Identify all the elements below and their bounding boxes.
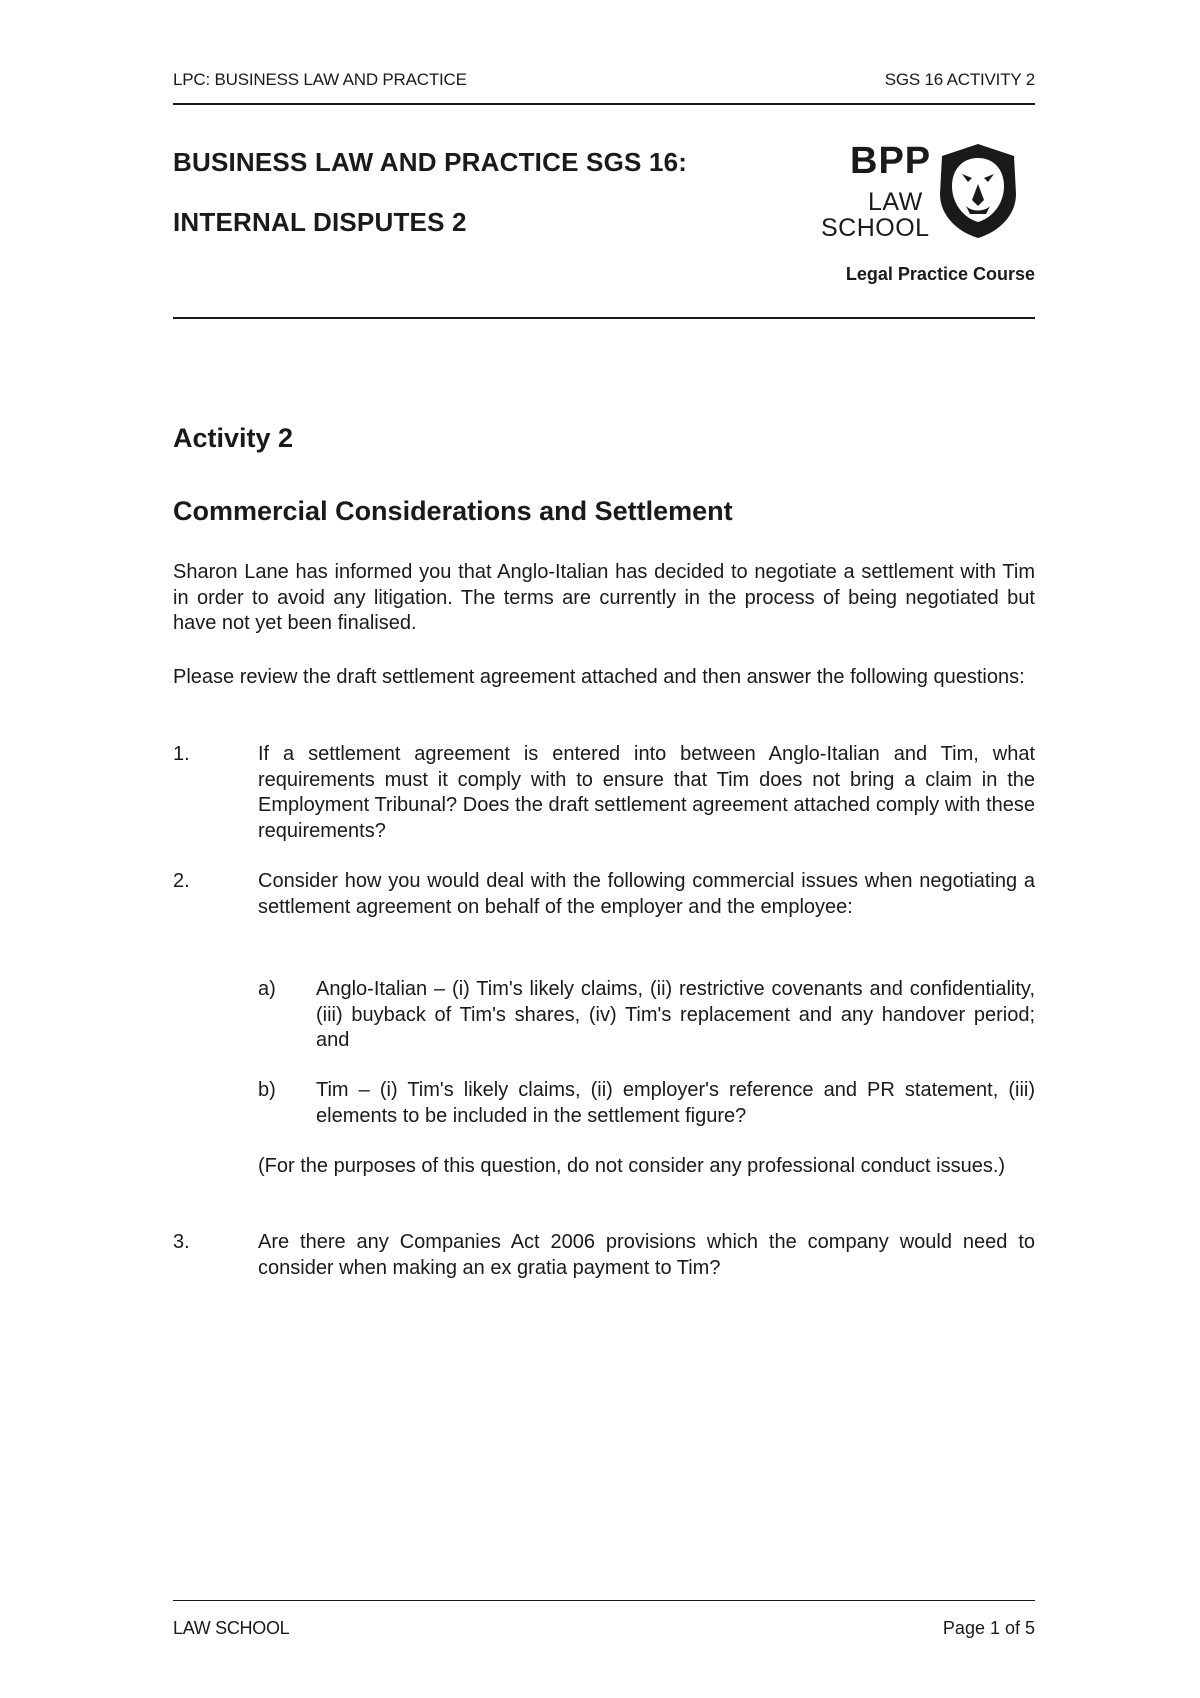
header-course-title: LPC: BUSINESS LAW AND PRACTICE (173, 70, 467, 89)
document-title: BUSINESS LAW AND PRACTICE SGS 16: (173, 147, 688, 177)
question-text: Consider how you would deal with the following commercial issues when negotiating a settlement agreement on behalf of the employer and the employee: (258, 870, 1035, 918)
page-number: Page 1 of 5 (942, 1618, 1035, 1638)
sub-question-label: b) (258, 1079, 276, 1101)
document-subtitle: INTERNAL DISPUTES 2 (173, 207, 467, 237)
footer-label: LAW SCHOOL (173, 1618, 290, 1638)
activity-heading: Activity 2 (173, 423, 294, 453)
question-text: Are there any Companies Act 2006 provisions which the company would need to consider when making an ex gratia payment to Tim? (258, 1231, 1035, 1279)
sub-question-text: Tim – (i) Tim's likely claims, (ii) employer's reference and PR statement, (iii) elements to be included in the settlement figure? (316, 1079, 1035, 1127)
footer-divider (173, 1600, 1035, 1601)
course-label: Legal Practice Course (845, 264, 1035, 284)
question-note: (For the purposes of this question, do not consider any professional conduct issues.) (258, 1155, 1006, 1177)
header-activity-ref: SGS 16 ACTIVITY 2 (884, 70, 1035, 89)
lion-head-icon (936, 142, 1020, 240)
title-divider (173, 317, 1035, 319)
question-number: 3. (173, 1231, 190, 1253)
section-heading: Commercial Considerations and Settlement (173, 496, 733, 526)
bpp-law-school-logo (818, 140, 1028, 250)
question-number: 2. (173, 870, 190, 892)
instruction-paragraph: Please review the draft settlement agreement attached and then answer the following questions: (173, 666, 1025, 688)
sub-question-text: Anglo-Italian – (i) Tim's likely claims, (ii) restrictive covenants and confidentiality, (iii) buyback of Tim's shares, (iv) Tim's replacement and any handover period; and (316, 978, 1035, 1051)
running-header (173, 70, 1035, 90)
intro-paragraph: Sharon Lane has informed you that Anglo-Italian has decided to negotiate a settlement with Tim in order to avoid any litigation. The terms are currently in the process of being negotiated but have not yet been finalised. (173, 561, 1035, 634)
question-number: 1. (173, 743, 190, 765)
sub-question-label: a) (258, 978, 276, 1000)
header-divider (173, 103, 1035, 105)
logo-word-school: SCHOOL (821, 214, 930, 242)
logo-word-law: LAW (868, 188, 923, 216)
question-text: If a settlement agreement is entered into between Anglo-Italian and Tim, what requirements must it comply with to ensure that Tim does not bring a claim in the Employment Tribunal? Does the draft settlement agreement attached comply with these requirements? (258, 743, 1035, 842)
logo-word-bpp: BPP (850, 140, 932, 182)
